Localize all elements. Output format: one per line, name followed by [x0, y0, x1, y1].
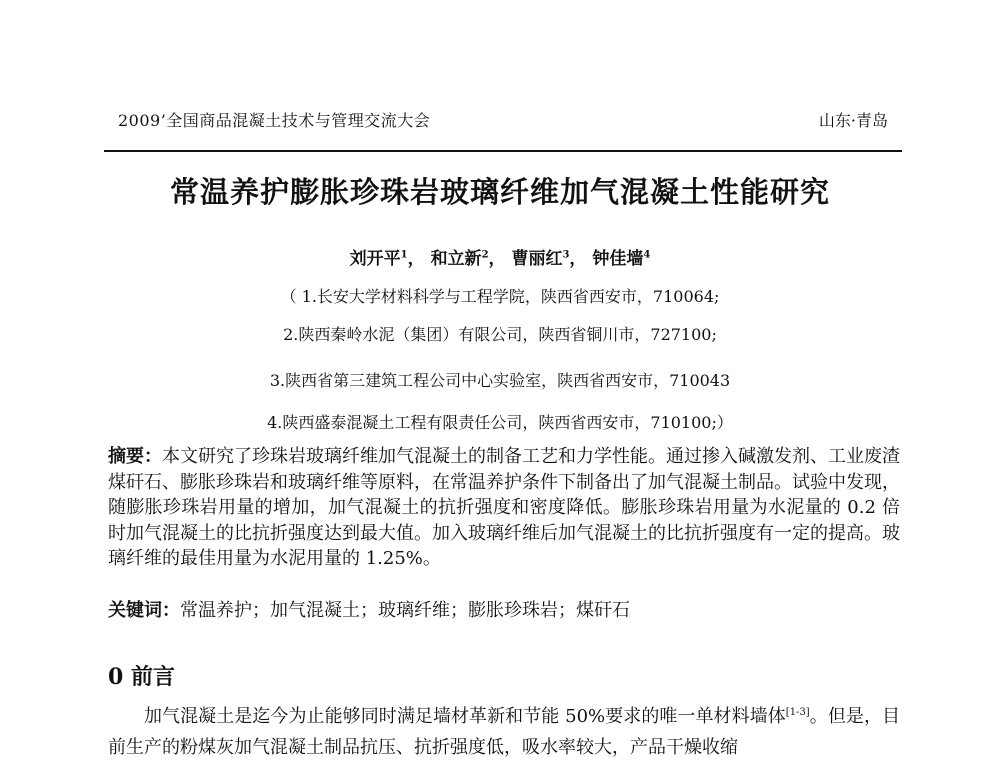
author-separator: ，: [407, 249, 425, 269]
author-name: 钟佳墙: [592, 249, 644, 269]
keywords-text: 常温养护；加气混凝土；玻璃纤维；膨胀珍珠岩；煤矸石: [180, 600, 630, 621]
author-name: 刘开平: [349, 249, 401, 269]
intro-text-start: 加气混凝土是迄今为止能够同时满足墙材革新和节能 50%要求的唯一单材料墙体: [144, 706, 786, 727]
section-heading: 0 前言: [108, 664, 175, 690]
conference-name: 2009’全国商品混凝土技术与管理交流大会: [118, 111, 431, 130]
keywords-label: 关键词：: [108, 600, 180, 621]
author-name: 和立新: [430, 249, 482, 269]
affiliation-1: （ 1.长安大学材料科学与工程学院，陕西省西安市，710064;: [280, 287, 720, 306]
abstract: [108, 444, 900, 572]
citation: [1-3]: [785, 707, 810, 718]
intro-text-rest: 。但是，目前生产的粉煤灰加气混凝土制品抗压、抗折强度低，吸水率较大，产品干燥收缩: [108, 706, 900, 758]
header-rule: [104, 150, 902, 152]
author-separator: ，: [488, 249, 506, 269]
affiliation-mark: 1: [400, 249, 408, 261]
author-name: 曹丽红: [511, 249, 563, 269]
author-list: [0, 244, 1000, 269]
intro-paragraph: [108, 697, 900, 763]
abstract-text: 本文研究了珍珠岩玻璃纤维加气混凝土的制备工艺和力学性能。通过掺入碱激发剂、工业废渣煤矸石、膨胀珍珠岩和玻璃纤维等原料，在常温养护条件下制备出了加气混凝土制品。试验中发现，随膨胀珍珠岩用量的增加，加气混凝土的抗折强度和密度降低。膨胀珍珠岩用量为水泥量的 0.2 倍时加气混凝土的比抗折强度达到最大值。加入玻璃纤维后加气混凝土的比抗折强度有一定的提高。玻璃纤维的最佳用量为水泥用量的 1.25%。: [108, 446, 900, 569]
affiliation-3: 3.陕西省第三建筑工程公司中心实验室，陕西省西安市，710043: [269, 371, 731, 390]
affiliation-4: 4.陕西盛泰混凝土工程有限责任公司，陕西省西安市，710100;）: [267, 413, 733, 432]
affiliation-2: 2.陕西秦岭水泥（集团）有限公司，陕西省铜川市，727100;: [283, 325, 717, 344]
affiliation-mark: 3: [562, 249, 570, 261]
paper-title: 常温养护膨胀珍珠岩玻璃纤维加气混凝土性能研究: [169, 175, 830, 209]
keywords: [108, 598, 900, 624]
conference-location: 山东·青岛: [818, 111, 888, 130]
affiliation-mark: 2: [481, 249, 489, 261]
abstract-label: 摘要：: [108, 446, 162, 467]
affiliation-mark: 4: [643, 249, 651, 261]
author-separator: ，: [569, 249, 587, 269]
running-header: [118, 108, 888, 130]
